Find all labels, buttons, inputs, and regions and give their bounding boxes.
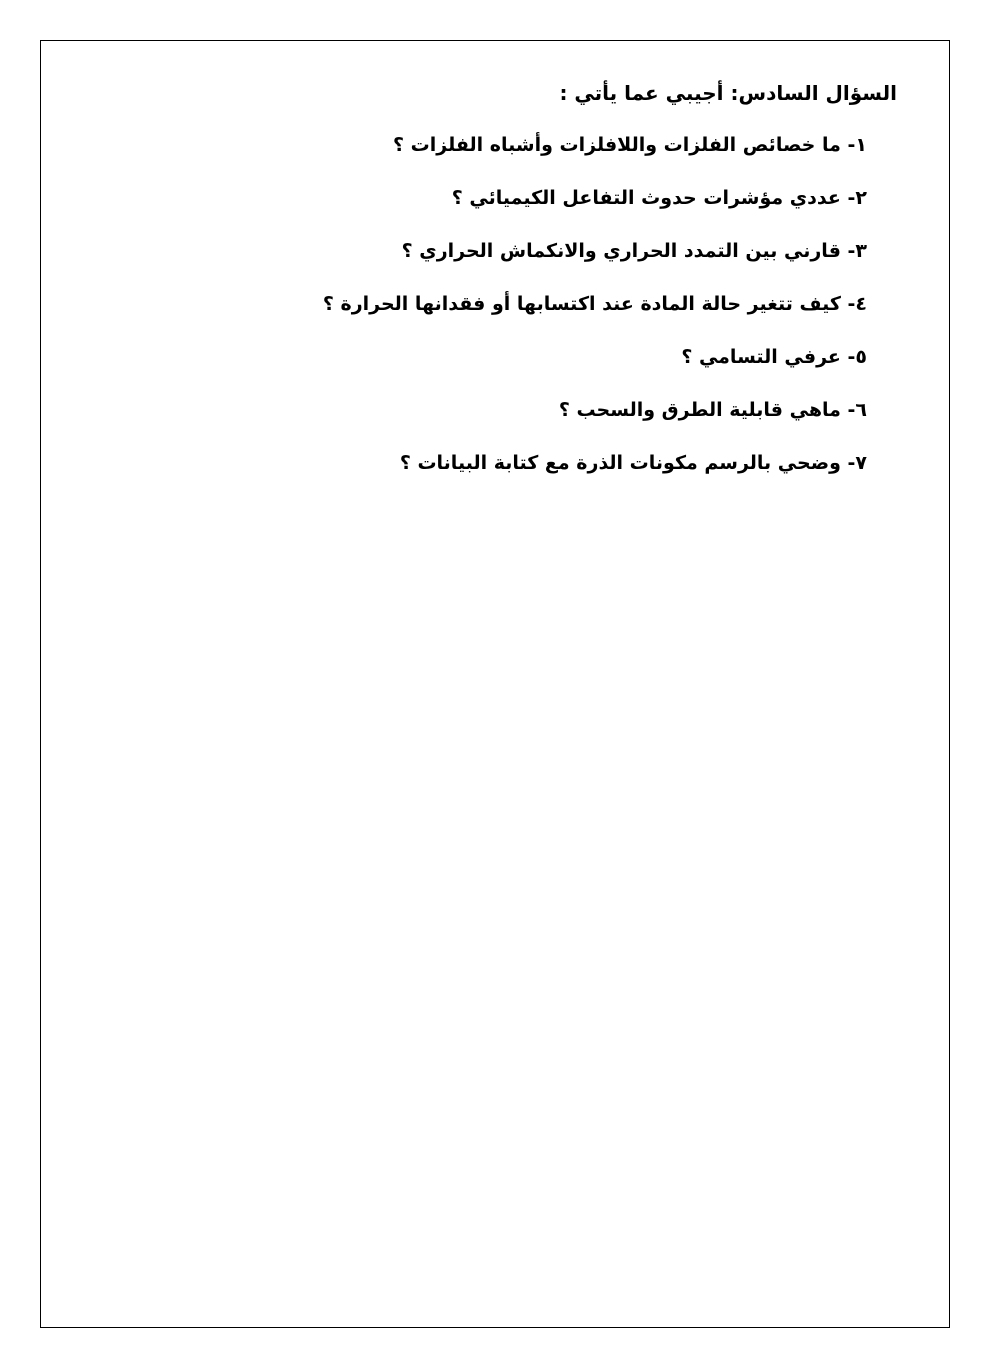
question-item-2: ٢- عددي مؤشرات حدوث التفاعل الكيميائي ؟ (451, 187, 867, 209)
question-item-3: ٣- قارني بين التمدد الحراري والانكماش الحراري ؟ (401, 240, 867, 262)
question-item-6: ٦- ماهي قابلية الطرق والسحب ؟ (558, 399, 867, 421)
question-item-1: ١- ما خصائص الفلزات واللافلزات وأشباه الفلزات ؟ (393, 134, 867, 156)
question-item-7: ٧- وضحي بالرسم مكونات الذرة مع كتابة البيانات ؟ (399, 452, 867, 474)
question-heading: السؤال السادس: أجيبي عما يأتي : (559, 81, 897, 105)
question-item-4: ٤- كيف تتغير حالة المادة عند اكتسابها أو فقدانها الحرارة ؟ (322, 293, 867, 315)
question-item-5: ٥- عرفي التسامي ؟ (681, 346, 867, 368)
question-list (323, 130, 867, 501)
